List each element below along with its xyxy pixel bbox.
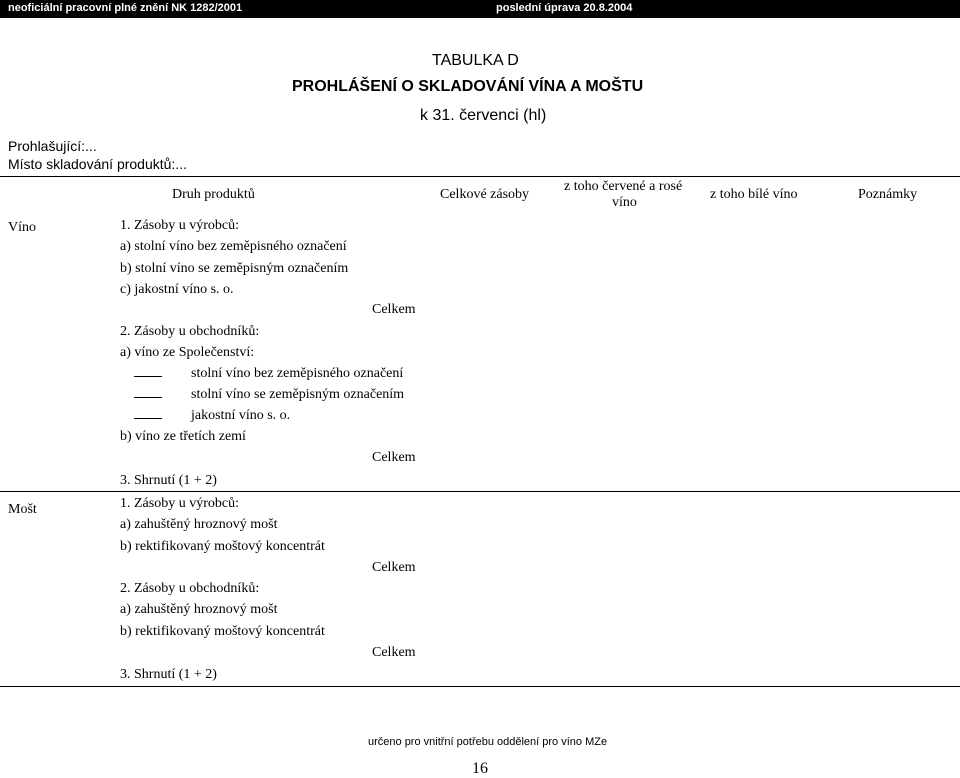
list-item: 2. Zásoby u obchodníků:: [120, 324, 260, 339]
total-label: Celkem: [372, 450, 416, 465]
list-item: b) rektifikovaný moštový koncentrát: [120, 539, 325, 554]
list-item: stolní víno bez zeměpisného označení: [191, 366, 404, 381]
dash-marker: [134, 397, 162, 398]
total-label: Celkem: [372, 302, 416, 317]
summary-row: 3. Shrnutí (1 + 2): [120, 667, 217, 682]
list-item: a) zahuštěný hroznový mošt: [120, 517, 278, 532]
page-number: 16: [472, 760, 488, 777]
dash-marker: [134, 376, 162, 377]
list-item: c) jakostní víno s. o.: [120, 282, 234, 297]
title-date: k 31. červenci (hl): [420, 107, 547, 124]
table-label: TABULKA D: [432, 52, 519, 69]
list-item: 1. Zásoby u výrobců:: [120, 496, 239, 511]
col-header-druh: Druh produktů: [172, 187, 255, 202]
total-label: Celkem: [372, 560, 416, 575]
list-item: stolní víno se zeměpisným označením: [191, 387, 405, 402]
list-item: 2. Zásoby u obchodníků:: [120, 581, 260, 596]
col-header-poznamky: Poznámky: [858, 187, 918, 202]
footer-note: určeno pro vnitřní potřebu oddělení pro víno MZe: [368, 736, 608, 748]
header-left-text: neoficiální pracovní plné znění NK 1282/2001: [8, 2, 243, 14]
header-right-text: poslední úprava 20.8.2004: [496, 2, 633, 14]
list-item: jakostní víno s. o.: [191, 408, 291, 423]
list-item: b) stolní víno se zeměpisným označením: [120, 261, 349, 276]
summary-row: 3. Shrnutí (1 + 2): [120, 473, 217, 488]
header-bar: [0, 0, 960, 18]
list-item: a) stolní víno bez zeměpisného označení: [120, 239, 347, 254]
section-label-most: Mošt: [8, 502, 37, 517]
table-bottom-border: [0, 686, 960, 687]
table-top-border: [0, 176, 960, 177]
list-item: b) rektifikovaný moštový koncentrát: [120, 624, 325, 639]
list-item: a) zahuštěný hroznový mošt: [120, 602, 278, 617]
list-item: 1. Zásoby u výrobců:: [120, 218, 239, 233]
dash-marker: [134, 418, 162, 419]
declarant-field: Prohlašující:...: [8, 138, 97, 154]
total-label: Celkem: [372, 645, 416, 660]
list-item: b) víno ze třetích zemí: [120, 429, 246, 444]
section-divider: [0, 491, 960, 492]
page-title: PROHLÁŠENÍ O SKLADOVÁNÍ VÍNA A MOŠTU: [292, 78, 644, 95]
col-header-bile: z toho bílé víno: [710, 187, 798, 202]
col-header-cervene-1: z toho červené a rosé: [564, 179, 683, 194]
col-header-cervene-2: víno: [612, 195, 637, 210]
storage-place-field: Místo skladování produktů:...: [8, 156, 187, 172]
col-header-celkove: Celkové zásoby: [440, 187, 530, 202]
list-item: a) víno ze Společenství:: [120, 345, 255, 360]
section-label-vino: Víno: [8, 220, 36, 235]
